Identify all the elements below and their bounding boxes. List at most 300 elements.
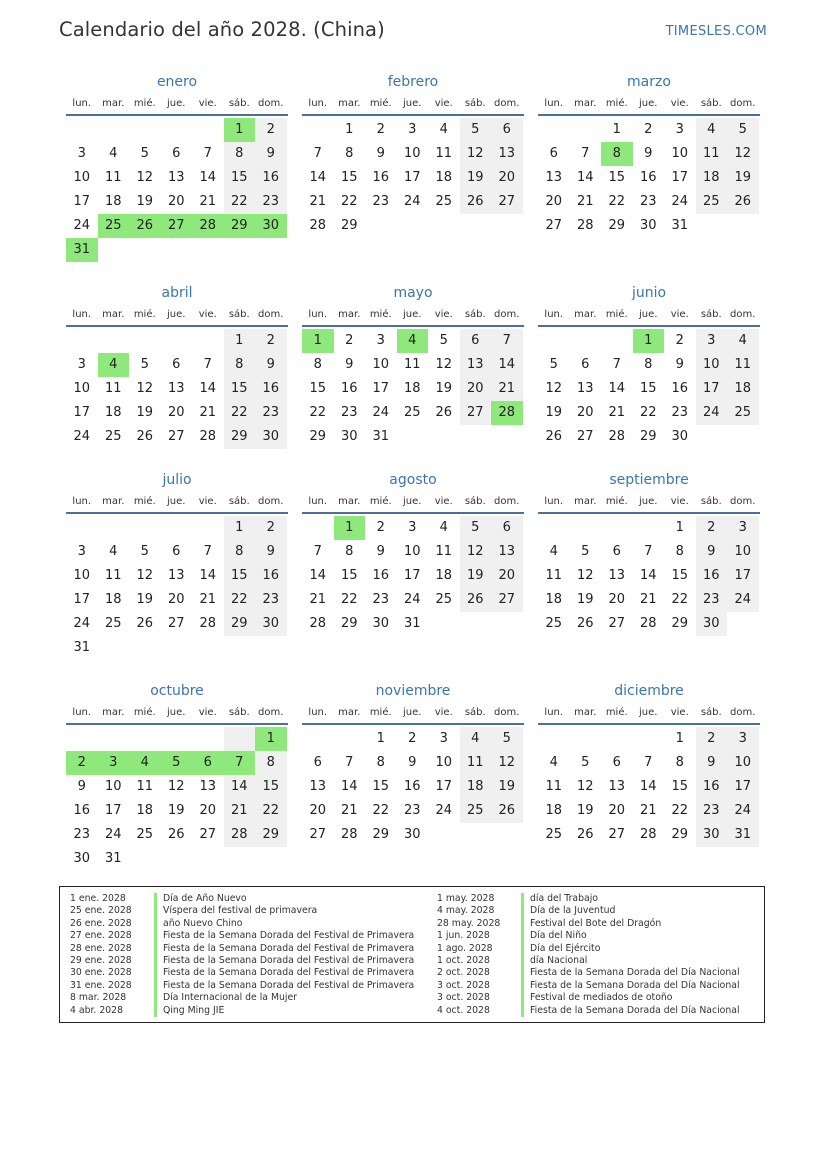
weekday-label: mar. (338, 308, 361, 320)
month-name: junio (631, 285, 667, 301)
day-cell: 4 (98, 353, 130, 377)
day-cell: 9 (696, 751, 728, 775)
day-cell: 17 (696, 377, 728, 401)
day-cell: 20 (545, 194, 563, 209)
holiday-row (70, 992, 414, 1004)
day-cell: 26 (576, 827, 594, 842)
day-cell: 20 (460, 377, 492, 401)
weekday-label: dom. (730, 308, 756, 320)
day-cell: 4 (549, 544, 558, 559)
day-cell: 15 (372, 779, 390, 794)
day-cell: 28 (192, 214, 224, 238)
day-cell: 13 (167, 170, 185, 185)
week-row (66, 377, 288, 401)
day-cell: 5 (581, 755, 590, 770)
day-cell: 30 (340, 429, 358, 444)
day-cell: 15 (671, 568, 689, 583)
day-cell: 5 (549, 357, 558, 372)
week-row (538, 425, 760, 449)
weekday-label: vie. (670, 495, 689, 507)
day-cell: 2 (408, 731, 417, 746)
day-cell: 9 (696, 540, 728, 564)
week-row (538, 823, 760, 847)
weekday-label: vie. (434, 308, 453, 320)
holiday-list (59, 886, 765, 1023)
weekday-label: mar. (338, 97, 361, 109)
day-cell: 26 (491, 799, 523, 823)
week-row (538, 540, 760, 564)
month-agosto (302, 470, 524, 636)
header-rule (66, 114, 288, 116)
empty-day-cell (224, 727, 256, 751)
site-link[interactable]: TIMESLES.COM (665, 24, 767, 39)
holiday-row (437, 992, 740, 1004)
day-cell: 23 (255, 588, 287, 612)
day-cell: 31 (403, 616, 421, 631)
week-row (66, 118, 288, 142)
weekday-label: lun. (544, 308, 564, 320)
day-cell: 2 (66, 751, 98, 775)
day-cell: 8 (224, 142, 256, 166)
weekday-label: sáb. (464, 308, 486, 320)
week-row (66, 540, 288, 564)
day-cell: 1 (224, 329, 256, 353)
weekday-label: mar. (574, 308, 597, 320)
empty-day-cell (696, 214, 728, 238)
day-cell: 17 (104, 803, 122, 818)
day-cell: 20 (491, 564, 523, 588)
weekday-header (302, 303, 524, 325)
holiday-date: 26 ene. 2028 (70, 917, 132, 929)
weekday-label: vie. (670, 97, 689, 109)
weekday-label: mar. (574, 97, 597, 109)
empty-day-cell (98, 727, 130, 751)
holiday-date: 1 jun. 2028 (437, 930, 490, 942)
day-cell: 19 (576, 803, 594, 818)
day-cell: 2 (255, 516, 287, 540)
day-cell: 19 (727, 166, 759, 190)
weekday-label: lun. (72, 308, 92, 320)
empty-day-cell (491, 214, 523, 238)
day-cell: 15 (255, 775, 287, 799)
weekday-label: jue. (403, 706, 422, 718)
week-row (302, 214, 524, 238)
day-cell: 20 (167, 592, 185, 607)
weekday-header (66, 490, 288, 512)
day-cell: 29 (671, 827, 689, 842)
day-cell: 23 (73, 827, 91, 842)
day-cell: 27 (576, 429, 594, 444)
weekday-label: mar. (102, 97, 125, 109)
day-cell: 13 (199, 779, 217, 794)
day-cell: 5 (727, 118, 759, 142)
weekday-label: mar. (102, 495, 125, 507)
day-cell: 29 (639, 429, 657, 444)
day-cell: 29 (372, 827, 390, 842)
empty-day-cell (696, 425, 728, 449)
weekday-label: dom. (730, 706, 756, 718)
month-name: marzo (627, 74, 671, 90)
day-cell: 20 (167, 405, 185, 420)
header-rule (66, 723, 288, 725)
day-cell: 18 (435, 568, 453, 583)
day-cell: 1 (334, 516, 366, 540)
week-row (66, 425, 288, 449)
week-row (302, 588, 524, 612)
empty-day-cell (161, 118, 193, 142)
day-cell: 9 (644, 146, 653, 161)
week-row (66, 329, 288, 353)
empty-day-cell (570, 329, 602, 353)
day-cell: 24 (671, 194, 689, 209)
day-cell: 29 (224, 425, 256, 449)
weekday-label: mar. (574, 706, 597, 718)
day-cell: 21 (340, 803, 358, 818)
empty-day-cell (192, 118, 224, 142)
day-cell: 15 (340, 568, 358, 583)
day-cell: 17 (73, 194, 91, 209)
day-cell: 3 (77, 146, 86, 161)
day-cell: 22 (309, 405, 327, 420)
empty-day-cell (302, 727, 334, 751)
day-cell: 28 (309, 616, 327, 631)
day-cell: 23 (255, 401, 287, 425)
day-cell: 14 (199, 568, 217, 583)
empty-day-cell (224, 847, 256, 871)
day-cell: 27 (545, 218, 563, 233)
day-cell: 24 (435, 803, 453, 818)
weekday-label: vie. (670, 706, 689, 718)
day-cell: 10 (403, 146, 421, 161)
weekday-label: jue. (403, 495, 422, 507)
day-cell: 4 (439, 520, 448, 535)
weekday-label: dom. (258, 706, 284, 718)
weekday-header (66, 701, 288, 723)
week-row (302, 540, 524, 564)
day-cell: 28 (199, 429, 217, 444)
day-cell: 24 (73, 429, 91, 444)
day-cell: 2 (644, 122, 653, 137)
day-cell: 26 (545, 429, 563, 444)
day-cell: 4 (460, 727, 492, 751)
day-cell: 31 (727, 823, 759, 847)
empty-day-cell (224, 636, 256, 660)
holiday-date: 31 ene. 2028 (70, 979, 132, 991)
weekday-label: sáb. (700, 495, 722, 507)
day-cell: 18 (545, 803, 563, 818)
day-cell: 16 (639, 170, 657, 185)
holiday-marker (154, 918, 157, 930)
day-cell: 14 (639, 779, 657, 794)
day-cell: 21 (608, 405, 626, 420)
week-row (302, 353, 524, 377)
day-cell: 12 (136, 568, 154, 583)
day-cell: 26 (435, 405, 453, 420)
weekday-label: dom. (730, 97, 756, 109)
holiday-marker (521, 893, 524, 905)
day-cell: 27 (608, 616, 626, 631)
holiday-row (437, 918, 740, 930)
day-cell: 20 (309, 803, 327, 818)
week-row (66, 190, 288, 214)
day-cell: 5 (460, 516, 492, 540)
day-cell: 3 (408, 122, 417, 137)
day-cell: 7 (203, 357, 212, 372)
day-cell: 24 (73, 616, 91, 631)
holiday-row (70, 918, 414, 930)
empty-day-cell (460, 823, 492, 847)
day-cell: 4 (109, 544, 118, 559)
day-cell: 29 (608, 218, 626, 233)
empty-day-cell (601, 727, 633, 751)
holiday-marker (521, 967, 524, 979)
day-cell: 17 (727, 775, 759, 799)
day-cell: 12 (136, 381, 154, 396)
weekday-label: lun. (308, 308, 328, 320)
header-rule (538, 325, 760, 327)
weekday-label: mié. (133, 706, 156, 718)
empty-day-cell (98, 516, 130, 540)
day-cell: 25 (545, 616, 563, 631)
day-cell: 31 (73, 640, 91, 655)
day-cell: 11 (435, 146, 453, 161)
weekday-label: mar. (574, 495, 597, 507)
weekday-label: jue. (403, 308, 422, 320)
weekday-label: jue. (403, 97, 422, 109)
weekday-label: sáb. (464, 97, 486, 109)
day-cell: 22 (608, 194, 626, 209)
day-cell: 23 (696, 588, 728, 612)
day-cell: 13 (608, 779, 626, 794)
holiday-list-right (437, 893, 740, 1017)
empty-day-cell (601, 329, 633, 353)
holiday-row (70, 1005, 414, 1017)
weekday-header (538, 92, 760, 114)
day-cell: 12 (576, 779, 594, 794)
day-cell: 6 (491, 118, 523, 142)
week-row (66, 751, 288, 775)
holiday-date: 28 may. 2028 (437, 917, 501, 929)
week-row (538, 799, 760, 823)
holiday-row (437, 955, 740, 967)
empty-day-cell (727, 214, 759, 238)
month-octubre (66, 681, 288, 871)
weekday-label: vie. (198, 97, 217, 109)
empty-day-cell (538, 516, 570, 540)
holiday-marker (521, 943, 524, 955)
day-cell: 18 (435, 170, 453, 185)
day-cell: 30 (73, 851, 91, 866)
weekday-label: mié. (605, 97, 628, 109)
weekday-label: mié. (369, 308, 392, 320)
holiday-name: Día Internacional de la Mujer (163, 992, 298, 1004)
holiday-marker (154, 992, 157, 1004)
day-cell: 1 (376, 731, 385, 746)
week-row (538, 775, 760, 799)
holiday-row (70, 905, 414, 917)
day-cell: 16 (340, 381, 358, 396)
day-cell: 18 (545, 592, 563, 607)
day-cell: 16 (671, 381, 689, 396)
day-cell: 25 (136, 827, 154, 842)
day-cell: 6 (172, 357, 181, 372)
day-cell: 16 (255, 166, 287, 190)
day-cell: 19 (460, 564, 492, 588)
day-cell: 21 (576, 194, 594, 209)
week-row (538, 166, 760, 190)
day-cell: 6 (549, 146, 558, 161)
week-row (538, 401, 760, 425)
day-cell: 30 (255, 425, 287, 449)
week-row (302, 516, 524, 540)
day-cell: 25 (104, 616, 122, 631)
day-cell: 3 (77, 357, 86, 372)
week-row (538, 377, 760, 401)
weekday-label: sáb. (228, 308, 250, 320)
empty-day-cell (491, 612, 523, 636)
empty-day-cell (161, 516, 193, 540)
month-marzo (538, 72, 760, 238)
week-row (538, 353, 760, 377)
day-cell: 18 (727, 377, 759, 401)
empty-day-cell (161, 636, 193, 660)
weekday-label: lun. (544, 495, 564, 507)
day-cell: 11 (104, 568, 122, 583)
month-name: diciembre (614, 683, 684, 699)
month-septiembre (538, 470, 760, 636)
weekday-label: mié. (369, 97, 392, 109)
weekday-label: vie. (434, 706, 453, 718)
weekday-label: lun. (72, 706, 92, 718)
weekday-label: vie. (198, 495, 217, 507)
day-cell: 27 (491, 588, 523, 612)
day-cell: 13 (608, 568, 626, 583)
weekday-label: sáb. (700, 308, 722, 320)
day-cell: 28 (608, 429, 626, 444)
day-cell: 22 (671, 803, 689, 818)
empty-day-cell (633, 727, 665, 751)
day-cell: 30 (639, 218, 657, 233)
holiday-date: 28 ene. 2028 (70, 942, 132, 954)
day-cell: 19 (136, 405, 154, 420)
day-cell: 4 (696, 118, 728, 142)
week-row (302, 727, 524, 751)
day-cell: 20 (167, 194, 185, 209)
day-cell: 6 (460, 329, 492, 353)
week-row (538, 751, 760, 775)
day-cell: 20 (608, 803, 626, 818)
day-cell: 26 (136, 429, 154, 444)
day-cell: 23 (403, 803, 421, 818)
day-cell: 8 (376, 755, 385, 770)
day-cell: 22 (340, 194, 358, 209)
month-name: enero (156, 74, 198, 90)
day-cell: 30 (671, 429, 689, 444)
day-cell: 30 (372, 616, 390, 631)
weekday-label: dom. (494, 495, 520, 507)
day-cell: 22 (671, 592, 689, 607)
month-junio (538, 283, 760, 449)
week-row (66, 636, 288, 660)
day-cell: 12 (545, 381, 563, 396)
holiday-marker (521, 905, 524, 917)
holiday-name: Víspera del festival de primavera (163, 905, 318, 917)
day-cell: 20 (199, 803, 217, 818)
holiday-date: 1 ago. 2028 (437, 942, 493, 954)
day-cell: 17 (671, 170, 689, 185)
day-cell: 8 (345, 146, 354, 161)
day-cell: 5 (581, 544, 590, 559)
weekday-label: lun. (308, 706, 328, 718)
weekday-header (302, 490, 524, 512)
holiday-name: Fiesta de la Semana Dorada del Día Nacional (530, 967, 740, 979)
day-cell: 8 (644, 357, 653, 372)
empty-day-cell (428, 823, 460, 847)
day-cell: 1 (345, 122, 354, 137)
month-julio (66, 470, 288, 660)
week-row (302, 377, 524, 401)
month-enero (66, 72, 288, 262)
week-row (302, 166, 524, 190)
day-cell: 24 (372, 405, 390, 420)
day-cell: 18 (104, 194, 122, 209)
day-cell: 6 (172, 146, 181, 161)
day-cell: 7 (345, 755, 354, 770)
day-cell: 16 (73, 803, 91, 818)
day-cell: 10 (73, 381, 91, 396)
holiday-date: 30 ene. 2028 (70, 967, 132, 979)
empty-day-cell (66, 516, 98, 540)
week-row (538, 516, 760, 540)
day-cell: 10 (727, 751, 759, 775)
day-cell: 27 (167, 616, 185, 631)
day-cell: 25 (727, 401, 759, 425)
day-cell: 28 (491, 401, 523, 425)
day-cell: 1 (633, 329, 665, 353)
page-title: Calendario del año 2028. (China) (59, 18, 385, 41)
weekday-label: mié. (369, 706, 392, 718)
empty-day-cell (129, 847, 161, 871)
day-cell: 8 (255, 751, 287, 775)
weekday-label: dom. (258, 308, 284, 320)
empty-day-cell (129, 118, 161, 142)
day-cell: 22 (224, 190, 256, 214)
day-cell: 1 (224, 118, 256, 142)
day-cell: 17 (435, 779, 453, 794)
day-cell: 8 (675, 544, 684, 559)
day-cell: 8 (313, 357, 322, 372)
weekday-label: vie. (198, 308, 217, 320)
day-cell: 21 (199, 405, 217, 420)
week-row (66, 847, 288, 871)
weekday-header (66, 303, 288, 325)
day-cell: 28 (639, 827, 657, 842)
holiday-date: 29 ene. 2028 (70, 954, 132, 966)
day-cell: 2 (696, 727, 728, 751)
holiday-date: 1 may. 2028 (437, 893, 495, 904)
day-cell: 14 (199, 170, 217, 185)
day-cell: 27 (161, 214, 193, 238)
day-cell: 25 (435, 592, 453, 607)
holiday-name: Fiesta de la Semana Dorada del Día Nacional (530, 1004, 740, 1016)
day-cell: 18 (696, 166, 728, 190)
day-cell: 15 (224, 166, 256, 190)
day-cell: 7 (612, 357, 621, 372)
week-row (66, 238, 288, 262)
holiday-row (437, 905, 740, 917)
day-cell: 23 (255, 190, 287, 214)
day-cell: 2 (255, 329, 287, 353)
